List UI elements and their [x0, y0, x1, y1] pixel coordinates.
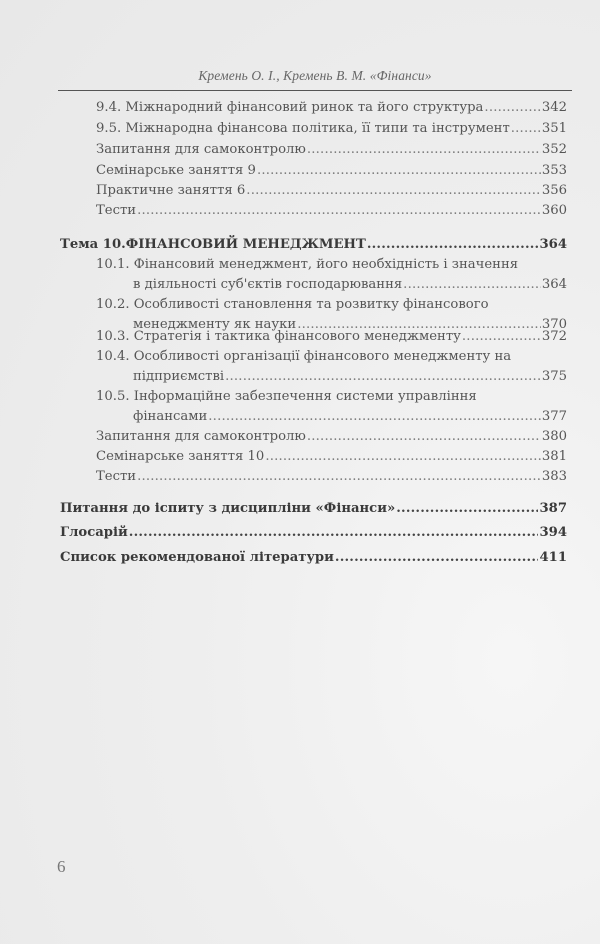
toc-entry-page: 381 [541, 449, 567, 464]
toc-entry-page: 411 [539, 550, 567, 565]
toc-entry-page: 370 [541, 317, 567, 332]
toc-entry-label: Запитання для самоконтролю [96, 429, 306, 444]
dot-leader [511, 120, 541, 138]
toc-entry-label: менеджменту як науки [133, 317, 297, 332]
toc-entry-label: Тести [96, 203, 137, 218]
toc-entry-10-5-line1: 10.5. Інформаційне забезпечення системи управління [96, 389, 477, 404]
toc-entry-seminar-10[interactable] [96, 448, 567, 466]
header-rule [58, 90, 572, 91]
page-number: 6 [57, 857, 66, 876]
toc-entry-10-4-line1: 10.4. Особливості організації фінансового менеджменту на [96, 349, 512, 364]
toc-entry-page: 364 [539, 237, 567, 252]
toc-entry-9-5[interactable] [96, 120, 567, 138]
toc-entry-label: 10.3. Стратегія і тактика фінансового менеджменту [96, 329, 461, 344]
dot-leader [129, 524, 539, 542]
dot-leader [462, 328, 541, 346]
dot-leader [307, 428, 541, 446]
dot-leader [225, 368, 541, 386]
dot-leader [367, 236, 539, 254]
dot-leader [208, 408, 541, 426]
toc-entry-page: 377 [541, 409, 567, 424]
toc-entry-label: Глосарій [60, 525, 128, 540]
dot-leader [246, 182, 541, 200]
dot-leader [257, 162, 541, 180]
toc-entry-page: 387 [539, 501, 567, 516]
toc-entry-page: 364 [541, 277, 567, 292]
toc-entry-10-1[interactable] [133, 276, 567, 294]
toc-entry-label: Семінарське заняття 9 [96, 163, 256, 178]
dot-leader [484, 99, 540, 117]
toc-entry-exam-questions[interactable] [60, 500, 567, 518]
toc-entry-page: 375 [541, 369, 567, 384]
toc-entry-10-2-line1: 10.2. Особливості становлення та розвитку фінансового [96, 297, 489, 312]
toc-entry-10-4[interactable] [133, 368, 567, 386]
toc-entry-page: 351 [541, 121, 567, 136]
toc-entry-9-4[interactable] [96, 99, 567, 117]
dot-leader [137, 202, 541, 220]
toc-entry-label: фінансами [133, 409, 208, 424]
toc-entry-label: Запитання для самоконтролю [96, 142, 306, 157]
toc-entry-10-5[interactable] [133, 408, 567, 426]
dot-leader [265, 448, 541, 466]
toc-entry-bibliography[interactable] [60, 549, 567, 567]
toc-entry-page: 352 [541, 142, 567, 157]
toc-entry-tests-9[interactable] [96, 202, 567, 220]
toc-entry-page: 360 [541, 203, 567, 218]
toc-entry-label: в діяльності суб'єктів господарювання [133, 277, 403, 292]
toc-entry-self-check-10[interactable] [96, 428, 567, 446]
toc-entry-label: Питання до іспиту з дисципліни «Фінанси» [60, 501, 396, 516]
toc-entry-10-1-line1: 10.1. Фінансовий менеджмент, його необхідність і значення [96, 257, 519, 272]
toc-entry-glossary[interactable] [60, 524, 567, 542]
toc-chapter-10[interactable] [60, 236, 567, 254]
dot-leader [137, 468, 541, 486]
toc-entry-label: Практичне заняття 6 [96, 183, 246, 198]
toc-entry-page: 394 [539, 525, 567, 540]
running-head: Кремень О. І., Кремень В. М. «Фінанси» [198, 68, 432, 83]
toc-entry-label: Тести [96, 469, 137, 484]
dot-leader [307, 141, 541, 159]
toc-entry-label: 9.5. Міжнародна фінансова політика, її типи та інструмент [96, 121, 510, 136]
toc-entry-page: 353 [541, 163, 567, 178]
toc-entry-10-3[interactable] [96, 328, 567, 346]
dot-leader [403, 276, 541, 294]
toc-entry-label: Семінарське заняття 10 [96, 449, 265, 464]
toc-entry-label: 9.4. Міжнародний фінансовий ринок та його структура [96, 100, 484, 115]
toc-entry-seminar-9[interactable] [96, 162, 567, 180]
toc-entry-label: підприємстві [133, 369, 225, 384]
dot-leader [335, 549, 539, 567]
toc-chapter-title: Тема 10.ФІНАНСОВИЙ МЕНЕДЖМЕНТ [60, 237, 366, 252]
toc-entry-page: 342 [541, 100, 567, 115]
toc-entry-page: 372 [541, 329, 567, 344]
toc-entry-practical-6[interactable] [96, 182, 567, 200]
toc-entry-label: Список рекомендованої літератури [60, 550, 334, 565]
toc-entry-page: 380 [541, 429, 567, 444]
toc-entry-page: 383 [541, 469, 567, 484]
toc-entry-page: 356 [541, 183, 567, 198]
toc-entry-tests-10[interactable] [96, 468, 567, 486]
toc-entry-self-check-9[interactable] [96, 141, 567, 159]
dot-leader [396, 500, 538, 518]
